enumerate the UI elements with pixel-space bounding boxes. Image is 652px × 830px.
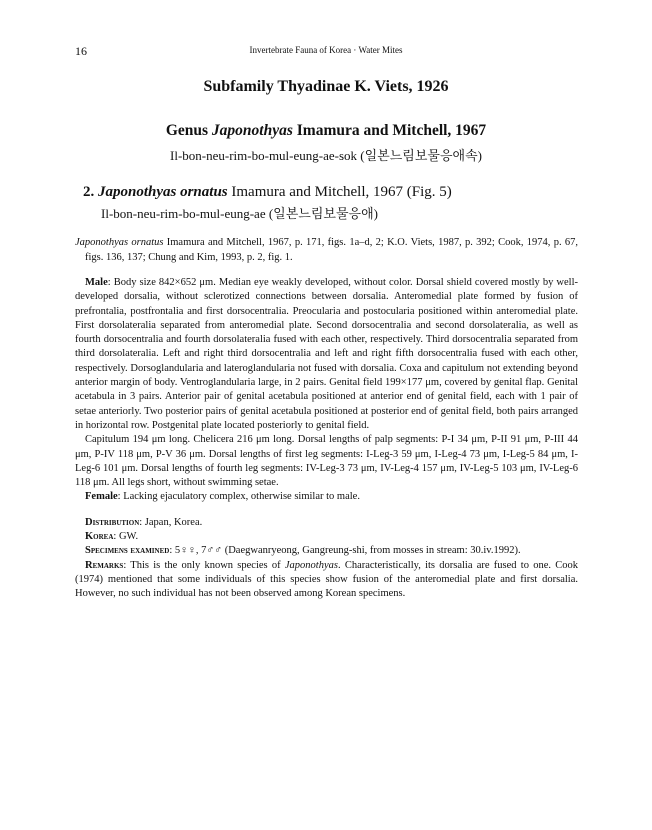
specimens-text: : 5♀♀, 7♂♂ (Daegwanryeong, Gangreung-shi, from mosses in stream: 30.iv.1992). [169, 545, 521, 557]
genus-author: Imamura and Mitchell, 1967 [292, 122, 487, 139]
distribution-label: Distribution [85, 516, 140, 528]
specimens-paragraph [75, 544, 578, 558]
specimens-label: Specimens examined [85, 545, 170, 557]
distribution-text: : Japan, Korea. [139, 516, 203, 528]
synonymy-name: Japonothyas ornatus [75, 237, 164, 248]
species-author: Imamura and Mitchell, 1967 (Fig. 5) [227, 184, 452, 200]
species-number: 2. [83, 184, 98, 200]
female-paragraph [75, 490, 578, 504]
remarks-genus: Japonothyas [284, 559, 338, 571]
female-text: : Lacking ejaculatory complex, otherwise similar to male. [117, 491, 360, 503]
male-label: Male [85, 277, 108, 288]
subfamily-title: Subfamily Thyadinae K. Viets, 1926 [203, 78, 449, 95]
female-label: Female [85, 491, 118, 503]
remarks-label: Remarks [85, 559, 124, 571]
page-number: 16 [75, 44, 87, 58]
running-title: Invertebrate Fauna of Korea · Water Mites [249, 45, 403, 55]
remarks-text-b: . Characteristically, its dorsalia are fused to one. Cook (1974) mentioned that some individuals of this species show fusion of the anteromedial plate and first dorsalia. However, no such individual has not been observed among Korean specimens. [75, 559, 579, 600]
synonymy [75, 235, 578, 265]
remarks-paragraph [75, 559, 578, 602]
description-body [75, 276, 578, 602]
korea-label: Korea [85, 531, 114, 543]
korea-paragraph [75, 530, 578, 544]
species-korean-name: Il-bon-neu-rim-bo-mul-eung-ae (일본느림보물응애) [101, 206, 378, 221]
korea-text: : GW. [113, 531, 139, 543]
male-text: : Body size 842×652 μm. Median eye weakly developed, without color. Dorsal shield covered mostly by well-developed dorsalia, without sclerotized connections between dorsalia. Anteromedial plate formed by fusion of prefrontalia, postfrontalia and first dorsocentralia. Preocularia and postocularia positioned within anteromedial plate. First dorsolateralia separated from anteromedial plate. Second dorsocentralia and second dorsolateralia, as well as fourth dorsocentralia and fourth dorsolateralia fused with each other, respectively. Third dorsocentralia separated from third dorsolateralia. Left and right third dorsocentralia and left and right fifth dorsocentralia fused with each other, respectively. Dorsoglandularia and lateroglandularia not fused with dorsalia. Coxa and capitulum not extending beyond anterior margin of body. Ventroglandularia large, in 2 pairs. Genital field 199×177 μm, covered by genital flap. Genital acetabula in 3 pairs. Anterior pair of genital acetabula positioned at anterior end of genital field, each with 1 pair of setae anteriorly. Two posterior pairs of genital acetabula positioned at posterior end of genital field, both pairs arranged in horizontal row. Postgenital plate located posteriorly to genital field. [75, 277, 578, 431]
species-name: Japonothyas ornatus [98, 184, 228, 200]
synonymy-text: Imamura and Mitchell, 1967, p. 171, figs. 1a–d, 2; K.O. Viets, 1987, p. 392; Cook, 1974, p. 67, figs. 136, 137; Chung and Kim, 1993, p. 2, fig. 1. [85, 237, 578, 263]
male-paragraph [75, 276, 578, 433]
male-measurements: Capitulum 194 μm long. Chelicera 216 μm long. Dorsal lengths of palp segments: P-I 34 μm, P-II 91 μm, P-III 44 μm, P-IV 118 μm, P-V 36 μm. Dorsal lengths of first leg segments: I-Leg-3 59 μm, I-Leg-4 73 μm, I-Leg-5 84 μm, I-Leg-6 101 μm. Dorsal lengths of fourth leg segments: IV-Leg-3 73 μm, IV-Leg-4 157 μm, IV-Leg-5 103 μm, IV-Leg-6 118 μm. All legs short, without swimming setae. [75, 434, 578, 489]
genus-prefix: Genus [165, 122, 212, 139]
genus-korean-name: Il-bon-neu-rim-bo-mul-eung-ae-sok (일본느림보물응애속) [170, 148, 482, 163]
genus-title [0, 122, 652, 140]
remarks-text-a: : This is the only known species of [123, 559, 285, 571]
distribution-paragraph [75, 516, 578, 530]
genus-name: Japonothyas [211, 122, 293, 139]
species-title [83, 184, 452, 201]
